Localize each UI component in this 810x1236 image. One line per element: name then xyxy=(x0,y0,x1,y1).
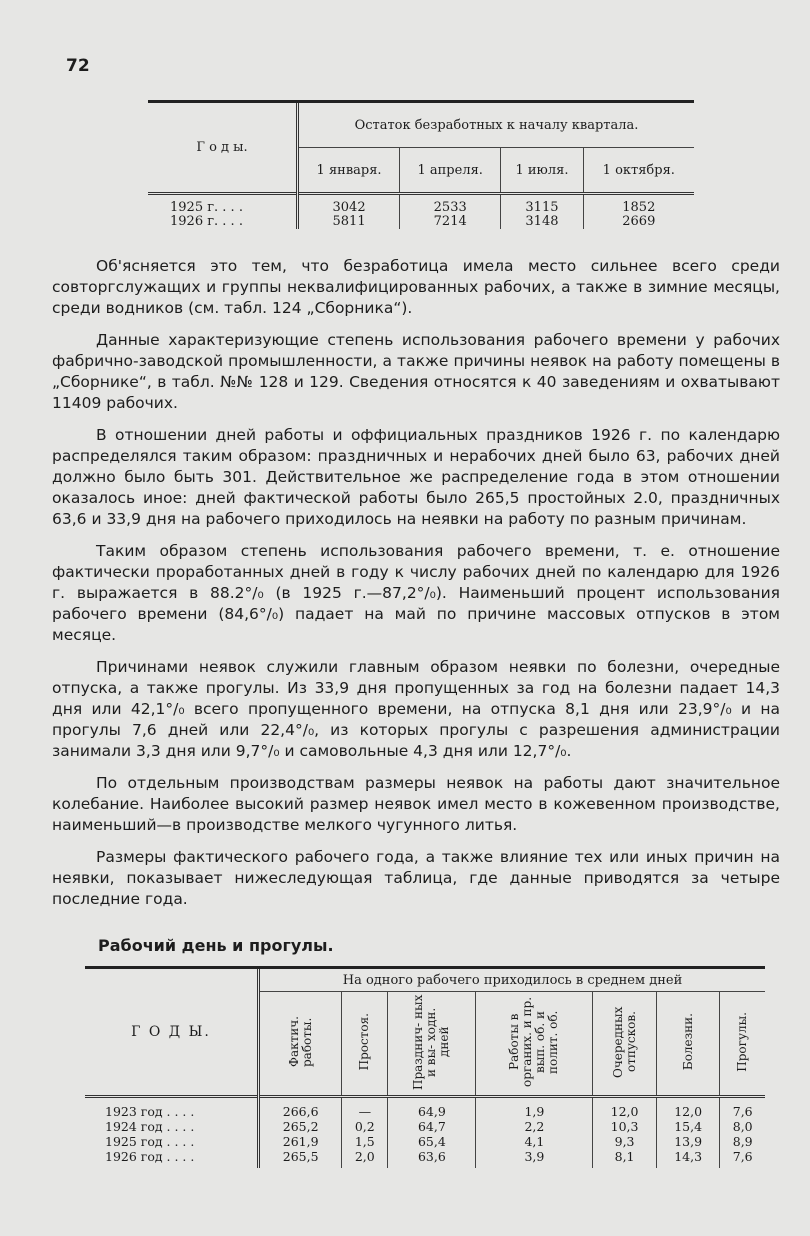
value-cell: — xyxy=(342,1104,388,1119)
value-cell: 12,0 xyxy=(656,1104,720,1119)
value-cell: 64,7 xyxy=(388,1119,476,1134)
value-cell: 2,0 xyxy=(342,1149,388,1164)
value-cell: 8,1 xyxy=(593,1149,657,1164)
year-cell: 1926 год . . . . xyxy=(85,1149,259,1164)
value-cell: 3,9 xyxy=(476,1149,593,1164)
value-cell: 3115 xyxy=(501,201,583,215)
column-header: Работы в органих. и пр. вып. об. и полит. об. xyxy=(476,992,593,1097)
value-cell: 7,6 xyxy=(732,1149,753,1164)
value-cell: 15,4 xyxy=(656,1119,720,1134)
value-cell: 2669 xyxy=(622,214,656,229)
column-header: Очередных отпусков. xyxy=(593,992,657,1097)
value-cell: 13,9 xyxy=(656,1134,720,1149)
workday-table xyxy=(85,966,765,1168)
year-cell: 1923 год . . . . xyxy=(85,1104,259,1119)
value-cell: 14,3 xyxy=(656,1149,720,1164)
column-header: Прогулы. xyxy=(735,1012,750,1072)
value-cell: 1852 xyxy=(622,200,656,215)
value-cell: 3148 xyxy=(501,215,583,229)
column-header: Празднич- ных и вы- ходн. дней xyxy=(388,992,476,1097)
paragraph: Размеры фактического рабочего года, а также влияние тех или иных причин на неявки, показывает нижеследующая таблица, где данные приводятся за четыре последние года. xyxy=(52,848,780,908)
page-number: 72 xyxy=(66,56,90,76)
year-cell: 1926 г. . . . xyxy=(148,215,298,229)
body-text xyxy=(52,256,780,921)
group-header: На одного рабочего приходилось в среднем дней xyxy=(259,969,766,992)
paragraph: По отдельным производствам размеры неявок на работы дают значительное колебание. Наиболее высокий размер неявок имел место в кожевенном производстве, наименьший—в производстве мелкого чугунного литья. xyxy=(52,774,780,834)
column-header: Фактич. работы. xyxy=(259,992,342,1097)
value-cell: 1,9 xyxy=(476,1104,593,1119)
value-cell: 10,3 xyxy=(593,1119,657,1134)
value-cell: 9,3 xyxy=(593,1134,657,1149)
year-cell: 1925 г. . . . xyxy=(148,201,298,215)
value-cell: 3042 xyxy=(298,201,400,215)
value-cell: 2,2 xyxy=(476,1119,593,1134)
paragraph: Об'ясняется это тем, что безработица имела место сильнее всего среди совторгслужащих и группы неквалифицированных рабочих, а также в зимние месяцы, среди водников (см. табл. 124 „Сборника“). xyxy=(52,257,780,317)
value-cell: 1,5 xyxy=(342,1134,388,1149)
value-cell: 0,2 xyxy=(342,1119,388,1134)
value-cell: 63,6 xyxy=(388,1149,476,1164)
years-header: Г о д ы. xyxy=(148,103,298,194)
value-cell: 265,2 xyxy=(259,1119,342,1134)
column-header: 1 апреля. xyxy=(400,148,501,194)
value-cell: 5811 xyxy=(298,215,400,229)
value-cell: 265,5 xyxy=(259,1149,342,1164)
column-header: 1 января. xyxy=(298,148,400,194)
table-row xyxy=(85,1104,765,1119)
table-row xyxy=(85,1119,765,1134)
value-cell: 266,6 xyxy=(259,1104,342,1119)
table-row xyxy=(85,1149,765,1164)
unemployment-table xyxy=(148,100,694,229)
value-cell: 65,4 xyxy=(388,1134,476,1149)
table-row xyxy=(148,201,694,215)
value-cell: 64,9 xyxy=(388,1104,476,1119)
paragraph: Причинами неявок служили главным образом неявки по болезни, очередные отпуска, а также прогулы. Из 33,9 дня пропущенных за год на болезни падает 14,3 дня или 42,1°/₀ всего пропущенного времени, на отпуска 8,1 дня или 23,9°/₀ и на прогулы 7,6 дней или 22,4°/₀, из которых прогулы с разрешения администрации занимали 3,3 дня или 9,7°/₀ и самовольные 4,3 дня или 12,7°/₀. xyxy=(52,658,780,760)
value-cell: 12,0 xyxy=(593,1104,657,1119)
column-header: 1 октября. xyxy=(602,162,675,178)
paragraph: В отношении дней работы и оффициальных праздников 1926 г. по календарю распределялся таким образом: праздничных и нерабочих дней было 63, рабочих дней должно было быть 301. Действительное же распределение года в этом отношении оказалось иное: дней фактической работы было 265,5 простойных 2.0, праздничных 63,6 и 33,9 дня на рабочего приходилось на неявки на работу по разным причинам. xyxy=(52,426,780,528)
value-cell: 8,9 xyxy=(732,1134,753,1149)
value-cell: 261,9 xyxy=(259,1134,342,1149)
column-header: Болезни. xyxy=(656,992,720,1097)
value-cell: 7214 xyxy=(400,215,501,229)
year-cell: 1925 год . . . . xyxy=(85,1134,259,1149)
value-cell: 7,6 xyxy=(732,1104,753,1119)
group-header: Остаток безработных к началу квартала. xyxy=(298,103,695,148)
value-cell: 4,1 xyxy=(476,1134,593,1149)
value-cell: 2533 xyxy=(400,201,501,215)
column-header: Простоя. xyxy=(342,992,388,1097)
section-heading: Рабочий день и прогулы. xyxy=(98,936,334,955)
table-row xyxy=(85,1134,765,1149)
years-header: Г О Д Ы. xyxy=(85,969,259,1097)
column-header: 1 июля. xyxy=(501,148,583,194)
value-cell: 8,0 xyxy=(732,1119,753,1134)
paragraph: Таким образом степень использования рабочего времени, т. е. отношение фактически проработанных дней в году к числу рабочих дней по календарю для 1926 г. выражается в 88.2°/₀ (в 1925 г.—87,2°/₀). Наименьший процент использования рабочего времени (84,6°/₀) падает на май по причине массовых отпусков в этом месяце. xyxy=(52,542,780,644)
table-row xyxy=(148,215,694,229)
year-cell: 1924 год . . . . xyxy=(85,1119,259,1134)
paragraph: Данные характеризующие степень использования рабочего времени у рабочих фабрично-заводской промышленности, а также причины неявок на работу помещены в „Сборнике“, в табл. №№ 128 и 129. Сведения относятся к 40 заведениям и охватывают 11409 рабочих. xyxy=(52,331,780,412)
